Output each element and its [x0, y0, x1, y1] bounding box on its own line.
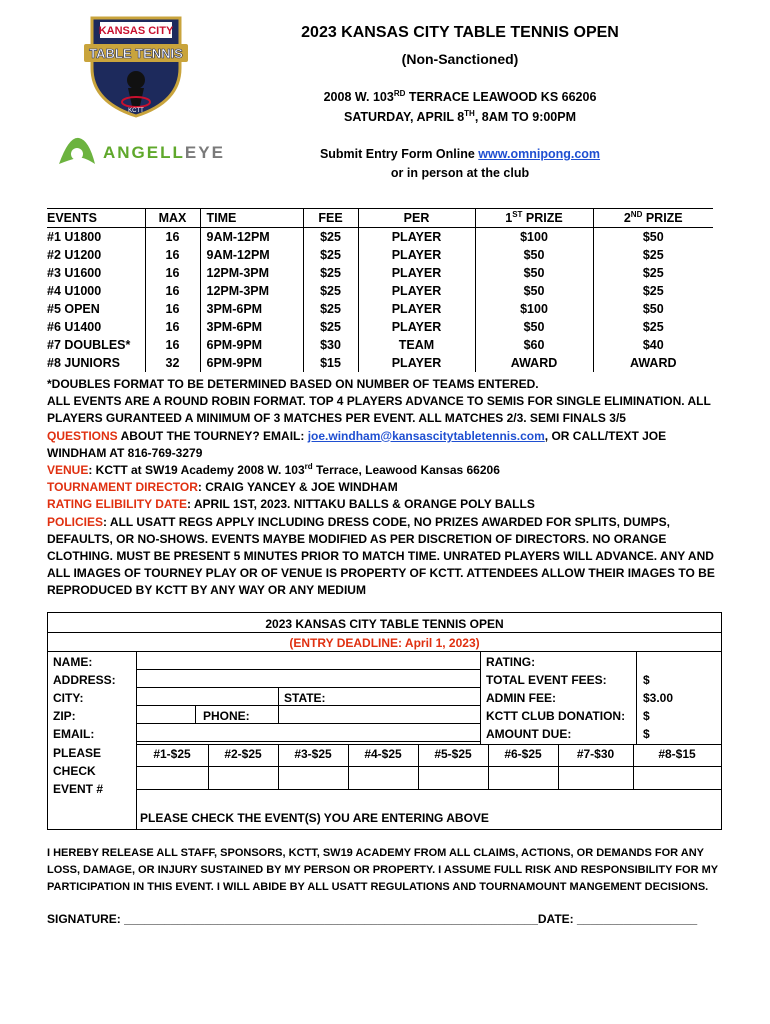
event-second-prize: $25	[593, 318, 713, 336]
event-first-prize: $50	[475, 318, 593, 336]
event-row	[47, 336, 713, 354]
events-table	[47, 208, 713, 372]
event-row	[47, 300, 713, 318]
date-field[interactable]: __________________	[577, 912, 698, 926]
event-checkbox-label: #4-$25	[364, 747, 402, 761]
event-max: 16	[145, 246, 200, 264]
please-check-label: PLEASE CHECK EVENT #	[53, 746, 104, 796]
event-first-prize: AWARD	[475, 354, 593, 372]
event-name: #6 U1400	[47, 320, 102, 334]
logo-top-text: KANSAS CITY	[98, 25, 174, 37]
name-label: NAME:	[53, 655, 93, 669]
sponsor-name-a: ANGELL	[103, 143, 185, 162]
event-fee: $25	[303, 300, 358, 318]
omnipong-link[interactable]: www.omnipong.com	[478, 147, 601, 161]
event-time: 12PM-3PM	[200, 264, 303, 282]
event-first-prize: $50	[475, 246, 593, 264]
event-max: 16	[145, 264, 200, 282]
sponsor-logo	[55, 134, 225, 170]
kctt-logo	[80, 10, 192, 120]
donation-value: $	[643, 709, 650, 723]
event-time: 6PM-9PM	[200, 354, 303, 372]
event-first-prize: $50	[475, 282, 593, 300]
director-note: TOURNAMENT DIRECTOR: CRAIG YANCEY & JOE WINDHAM	[47, 480, 398, 495]
event-second-prize: $25	[593, 282, 713, 300]
event-address: 2008 W. 103RD TERRACE LEAWOOD KS 66206	[323, 88, 597, 104]
event-checkbox[interactable]	[136, 766, 208, 789]
amount-due-label: AMOUNT DUE:	[486, 727, 572, 741]
event-checkbox[interactable]	[208, 766, 278, 789]
event-row	[47, 282, 713, 300]
sponsor-name-b: EYE	[184, 143, 225, 162]
header-events: EVENTS	[47, 209, 145, 228]
event-name: #4 U1000	[47, 284, 102, 298]
logo-bottom-text: KCTT	[128, 108, 144, 114]
event-time: 9AM-12PM	[200, 246, 303, 264]
event-row	[47, 246, 713, 264]
zip-label: ZIP:	[53, 709, 76, 723]
event-fee: $25	[303, 282, 358, 300]
signature-field[interactable]: ______________________________________________________________	[124, 912, 538, 926]
check-events-note: PLEASE CHECK THE EVENT(S) YOU ARE ENTERING ABOVE	[140, 811, 489, 825]
event-per: PLAYER	[358, 354, 475, 372]
event-checkbox[interactable]	[418, 766, 488, 789]
event-max: 16	[145, 318, 200, 336]
venue-note: VENUE: KCTT at SW19 Academy 2008 W. 103rd Terrace, Leawood Kansas 66206	[47, 462, 500, 478]
event-second-prize: $25	[593, 264, 713, 282]
header-max: MAX	[145, 209, 200, 228]
total-fees-value: $	[643, 673, 650, 687]
event-max: 16	[145, 228, 200, 247]
donation-label: KCTT CLUB DONATION:	[486, 709, 626, 723]
events-header-row	[47, 209, 713, 228]
event-name: #2 U1200	[47, 248, 102, 262]
event-per: TEAM	[358, 336, 475, 354]
rating-note: RATING ELIBILITY DATE: APRIL 1ST, 2023. NITTAKU BALLS & ORANGE POLY BALLS	[47, 497, 535, 512]
event-checkbox[interactable]	[348, 766, 418, 789]
event-name: #3 U1600	[47, 266, 102, 280]
page-title: 2023 KANSAS CITY TABLE TENNIS OPEN	[301, 24, 619, 41]
event-per: PLAYER	[358, 264, 475, 282]
email-label: EMAIL:	[53, 727, 95, 741]
event-name: #5 OPEN	[47, 302, 100, 316]
header-fee: FEE	[303, 209, 358, 228]
event-per: PLAYER	[358, 300, 475, 318]
event-checkbox-label: #5-$25	[434, 747, 472, 761]
event-checkbox-label: #6-$25	[504, 747, 542, 761]
angelleye-icon	[55, 134, 99, 170]
event-second-prize: $40	[593, 336, 713, 354]
event-second-prize: $50	[593, 228, 713, 247]
event-checkbox-label: #8-$15	[658, 747, 696, 761]
event-name: #8 JUNIORS	[47, 356, 120, 370]
address-label: ADDRESS:	[53, 673, 116, 687]
event-time: 6PM-9PM	[200, 336, 303, 354]
event-second-prize: AWARD	[593, 354, 713, 372]
logo-banner-text: TABLE TENNIS	[89, 46, 183, 61]
event-fee: $25	[303, 318, 358, 336]
event-name: #7 DOUBLES*	[47, 338, 131, 352]
event-max: 16	[145, 300, 200, 318]
event-max: 16	[145, 282, 200, 300]
event-second-prize: $25	[593, 246, 713, 264]
event-fee: $25	[303, 264, 358, 282]
event-fee: $25	[303, 228, 358, 247]
phone-label: PHONE:	[203, 709, 250, 723]
rating-label: RATING:	[486, 655, 536, 669]
event-date: SATURDAY, APRIL 8TH, 8AM TO 9:00PM	[343, 108, 577, 124]
in-person-line: or in person at the club	[390, 166, 530, 180]
event-fee: $15	[303, 354, 358, 372]
entry-form	[47, 612, 722, 830]
header-per: PER	[358, 209, 475, 228]
event-time: 9AM-12PM	[200, 228, 303, 247]
format-note: ALL EVENTS ARE A ROUND ROBIN FORMAT. TOP 4 PLAYERS ADVANCE TO SEMIS FOR SINGLE ELIMINATION. ALL PLAYERS GURANTEED A MINIMUM OF 3 MATCHES PER EVENT. ALL MATCHES 2/3. SEMI FINALS 3/5	[47, 394, 711, 426]
event-fee: $30	[303, 336, 358, 354]
event-row	[47, 264, 713, 282]
event-row	[47, 354, 713, 372]
date-label: DATE:	[537, 912, 577, 926]
submit-line: Submit Entry Form Online www.omnipong.com	[319, 147, 601, 161]
page-subtitle: (Non-Sanctioned)	[401, 51, 519, 67]
event-name: #1 U1800	[47, 228, 145, 247]
event-time: 3PM-6PM	[200, 300, 303, 318]
event-per: PLAYER	[358, 246, 475, 264]
header-first-prize: 1ST PRIZE	[475, 209, 593, 228]
event-checkbox-label: #3-$25	[294, 747, 332, 761]
signature-label: SIGNATURE:	[47, 912, 125, 926]
tournament-notes	[47, 376, 727, 600]
policies-note: POLICIES: ALL USATT REGS APPLY INCLUDING DRESS CODE, NO PRIZES AWARDED FOR SPLITS, DUMPS, DEFAULTS, OR NO-SHOWS. EVENTS MAYBE MODIFIED AS PER DISCRETION OF DIRECTORS. NO ORANGE CLOTHING. MUST BE PRESENT 5 MINUTES PRIOR TO MATCH TIME. UNRATED PLAYERS WILL ADVANCE. ANY AND ALL IMAGES OF TOURNEY PLAY OR OF VENUE IS PROPERTY OF KCTT. ATTENDEES ALLOW THEIR IMAGES TO BE REPRODUCED BY KCTT BY ANY WAY OR ANY MEDIUM	[47, 514, 715, 598]
event-first-prize: $60	[475, 336, 593, 354]
event-checkbox[interactable]	[488, 766, 558, 789]
event-time: 3PM-6PM	[200, 318, 303, 336]
header-time: TIME	[200, 209, 303, 228]
email-link[interactable]: joe.windham@kansascitytabletennis.com	[307, 428, 545, 443]
admin-fee-value: $3.00	[643, 691, 674, 705]
event-checkbox[interactable]	[633, 766, 721, 789]
amount-due-value: $	[643, 727, 650, 741]
form-title: 2023 KANSAS CITY TABLE TENNIS OPEN	[265, 617, 504, 631]
event-checkbox-label: #1-$25	[153, 747, 191, 761]
total-fees-label: TOTAL EVENT FEES:	[486, 673, 607, 687]
admin-fee-label: ADMIN FEE:	[486, 691, 556, 705]
event-second-prize: $50	[593, 300, 713, 318]
event-row	[47, 318, 713, 336]
event-per: PLAYER	[358, 318, 475, 336]
questions-note: QUESTIONS ABOUT THE TOURNEY? EMAIL: joe.windham@kansascitytabletennis.com, OR CALL/TEXT JOE WINDHAM AT 816-769-3279	[47, 428, 667, 460]
event-per: PLAYER	[358, 228, 475, 247]
event-max: 16	[145, 336, 200, 354]
header-second-prize: 2ND PRIZE	[593, 209, 713, 228]
doubles-note: *DOUBLES FORMAT TO BE DETERMINED BASED ON NUMBER OF TEAMS ENTERED.	[47, 377, 539, 391]
event-checkbox[interactable]	[558, 766, 633, 789]
event-first-prize: $50	[475, 264, 593, 282]
event-max: 32	[145, 354, 200, 372]
event-per: PLAYER	[358, 282, 475, 300]
city-label: CITY:	[53, 691, 84, 705]
form-deadline: (ENTRY DEADLINE: April 1, 2023)	[289, 636, 480, 650]
event-first-prize: $100	[475, 228, 593, 247]
event-checkbox-label: #2-$25	[224, 747, 262, 761]
event-checkbox[interactable]	[278, 766, 348, 789]
event-fee: $25	[303, 246, 358, 264]
state-label: STATE:	[284, 691, 326, 705]
release-statement: I HEREBY RELEASE ALL STAFF, SPONSORS, KCTT, SW19 ACADEMY FROM ALL CLAIMS, ACTIONS, OR DEMANDS FOR ANY LOSS, DAMAGE, OR INJURY SUSTAINED BY MY PERSON OR PROPERTY. I ASSUME FULL RISK AND RESPONSIBILITY FOR MY PARTICIPATION IN THIS EVENT. I WILL ABIDE BY ALL USATT REGULATIONS AND TOURNAMOUNT MANGEMENT DECISIONS.	[47, 847, 718, 893]
event-checkbox-label: #7-$30	[576, 747, 615, 761]
event-time: 12PM-3PM	[200, 282, 303, 300]
signature-line	[47, 912, 697, 926]
event-row	[47, 228, 713, 247]
event-first-prize: $100	[475, 300, 593, 318]
